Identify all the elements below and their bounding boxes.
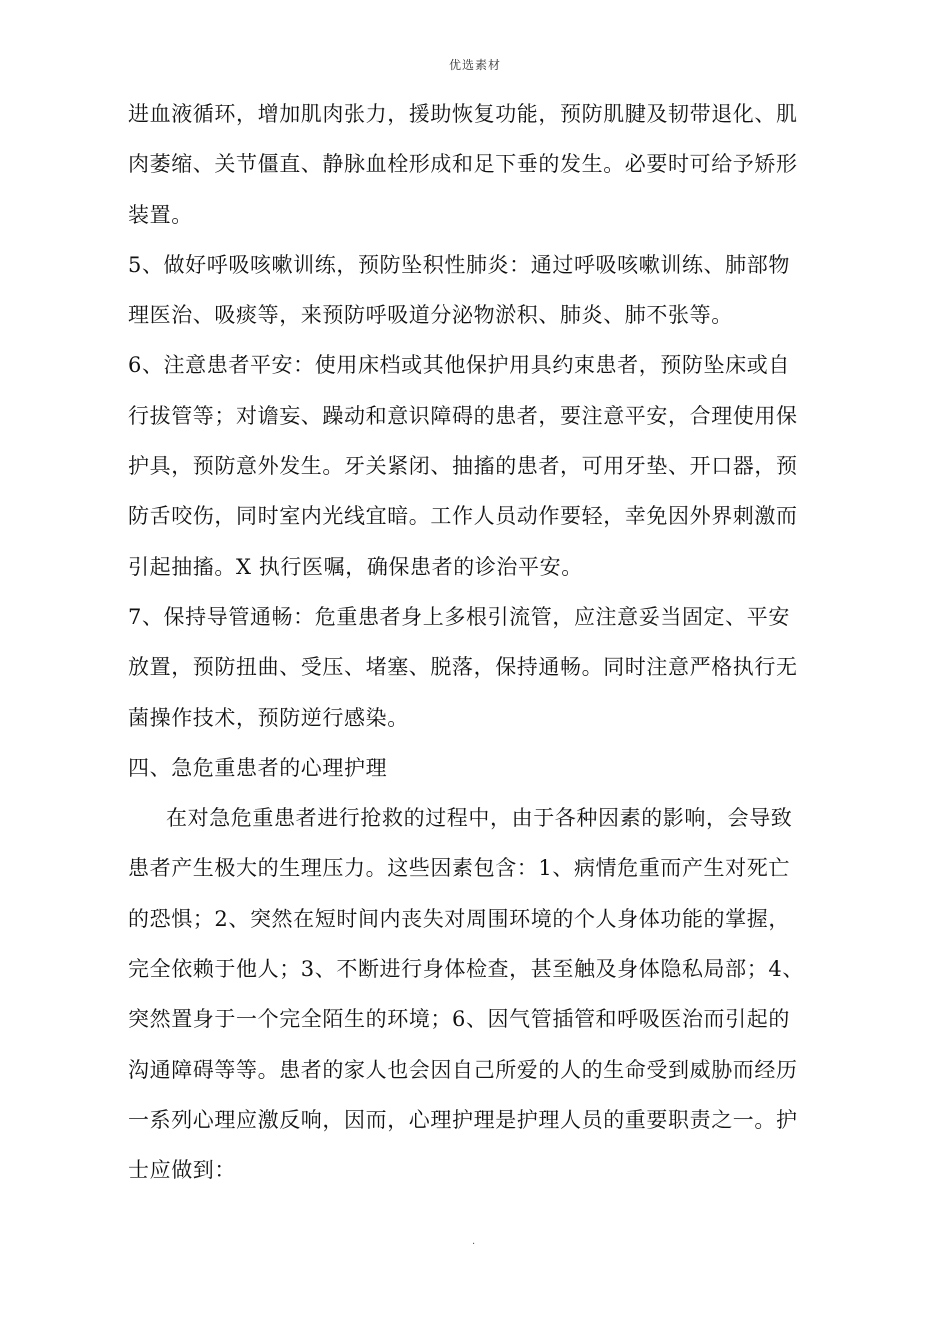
text-line: 患者产生极大的生理压力。这些因素包含：1、病情危重而产生对死亡 xyxy=(128,856,790,881)
text-line: 肉萎缩、关节僵直、静脉血栓形成和足下垂的发生。必要时可给予矫形 xyxy=(128,152,798,177)
text-line: 6、注意患者平安：使用床档或其他保护用具约束患者，预防坠床或自 xyxy=(128,353,790,378)
text-line: 护具，预防意外发生。牙关紧闭、抽搐的患者，可用牙垫、开口器，预 xyxy=(128,454,798,479)
text-line: 装置。 xyxy=(128,202,193,227)
text-line: 引起抽搐。X 执行医嘱，确保患者的诊治平安。 xyxy=(128,554,583,579)
section-heading: 四、急危重患者的心理护理 xyxy=(128,755,388,780)
text-line: 的恐惧；2、突然在短时间内丧失对周围环境的个人身体功能的掌握， xyxy=(128,906,790,931)
text-line: 进血液循环，增加肌肉张力，援助恢复功能，预防肌腱及韧带退化、肌 xyxy=(128,102,798,126)
text-line: 完全依赖于他人；3、不断进行身体检查，甚至触及身体隐私局部；4、 xyxy=(128,957,804,982)
text-line: 理医治、吸痰等，来预防呼吸道分泌物淤积、肺炎、肺不张等。 xyxy=(128,303,733,328)
text-line: 5、做好呼吸咳嗽训练，预防坠积性肺炎：通过呼吸咳嗽训练、肺部物 xyxy=(128,252,790,277)
text-line: 行拔管等；对谵妄、躁动和意识障碍的患者，要注意平安，合理使用保 xyxy=(128,403,798,428)
text-line: 7、保持导管通畅：危重患者身上多根引流管，应注意妥当固定、平安 xyxy=(128,604,790,629)
document-body xyxy=(128,94,828,1201)
text-line: 沟通障碍等等。患者的家人也会因自己所爱的人的生命受到威胁而经历 xyxy=(128,1057,798,1082)
text-line: 一系列心理应激反响，因而，心理护理是护理人员的重要职责之一。护 xyxy=(128,1107,798,1132)
text-line: 放置，预防扭曲、受压、堵塞、脱落，保持通畅。同时注意严格执行无 xyxy=(128,655,798,680)
text-line: 在对急危重患者进行抢救的过程中，由于各种因素的影响，会导致 xyxy=(166,806,793,831)
text-line: 防舌咬伤，同时室内光线宜暗。工作人员动作要轻，幸免因外界刺激而 xyxy=(128,504,798,529)
page-header: 优选素材 xyxy=(448,58,501,72)
text-line: 突然置身于一个完全陌生的环境；6、因气管插管和呼吸医治而引起的 xyxy=(128,1007,790,1032)
text-line: 菌操作技术，预防逆行感染。 xyxy=(128,705,409,730)
text-line: 士应做到： xyxy=(128,1158,236,1183)
page-footer-mark: . xyxy=(472,1236,476,1247)
